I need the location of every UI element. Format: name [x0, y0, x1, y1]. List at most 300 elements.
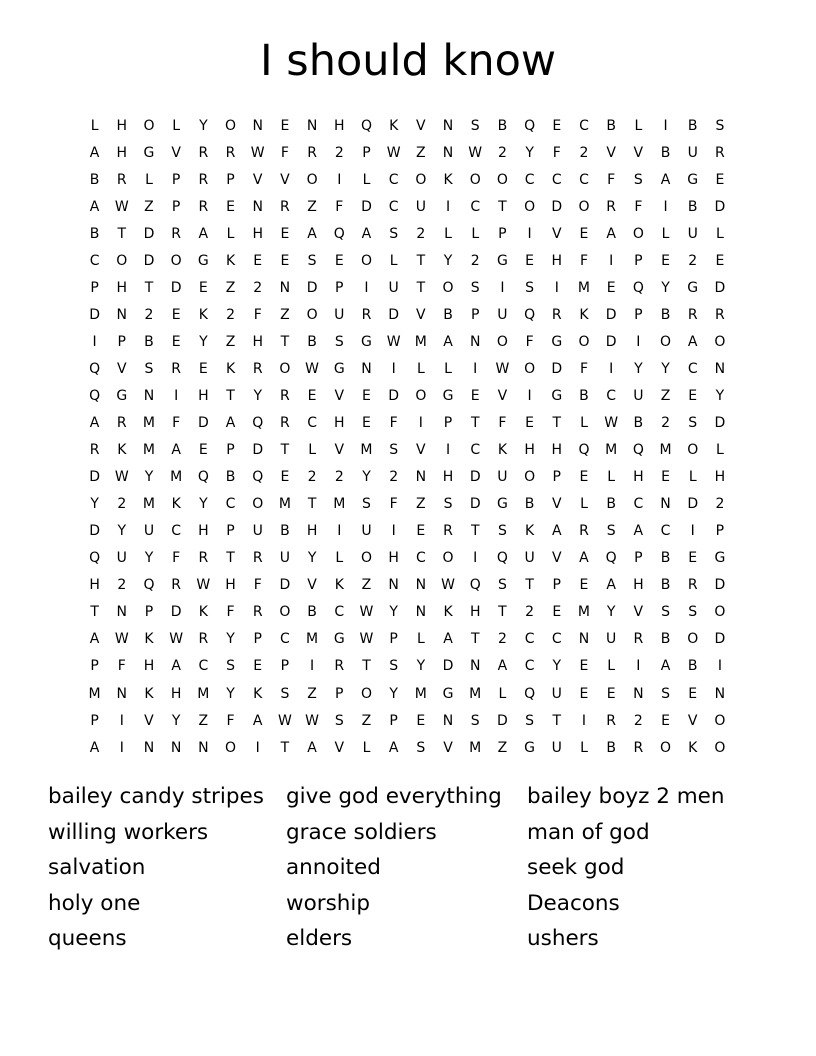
grid-cell: R	[551, 306, 562, 323]
grid-cell: U	[633, 387, 644, 404]
grid-cell: R	[116, 171, 127, 188]
grid-cell: Q	[524, 685, 536, 702]
grid-cell: O	[632, 225, 644, 242]
grid-cell: N	[415, 604, 427, 621]
grid-cell: P	[90, 712, 99, 729]
grid-cell: V	[551, 225, 562, 242]
grid-cell: C	[524, 171, 535, 188]
grid-cell: S	[470, 279, 480, 296]
grid-cell: Y	[389, 685, 398, 702]
grid-cell: A	[89, 144, 100, 161]
grid-cell: Z	[225, 333, 236, 350]
grid-cell: V	[443, 739, 453, 756]
grid-cell: O	[225, 117, 237, 134]
grid-cell: C	[470, 442, 481, 459]
word-item: seek god	[527, 855, 625, 881]
grid-cell: I	[554, 279, 559, 296]
grid-cell: F	[172, 415, 181, 432]
grid-cell: U	[116, 550, 127, 567]
grid-cell: C	[551, 171, 562, 188]
grid-cell: R	[198, 144, 209, 161]
grid-cell: M	[306, 631, 319, 648]
grid-cell: V	[116, 360, 127, 377]
grid-cell: M	[278, 496, 291, 513]
grid-cell: D	[714, 415, 726, 432]
grid-cell: D	[197, 415, 209, 432]
grid-cell: A	[171, 442, 181, 459]
grid-cell: L	[498, 685, 507, 702]
grid-cell: I	[255, 739, 260, 756]
grid-cell: O	[306, 306, 318, 323]
grid-cell: R	[116, 415, 127, 432]
grid-cell: B	[280, 523, 290, 540]
grid-cell: D	[388, 306, 400, 323]
grid-cell: A	[89, 739, 100, 756]
grid-cell: H	[524, 442, 535, 459]
grid-cell: O	[524, 360, 536, 377]
grid-cell: V	[633, 604, 644, 621]
grid-cell: R	[361, 306, 372, 323]
grid-cell: L	[607, 658, 616, 675]
grid-cell: N	[252, 198, 263, 215]
grid-cell: D	[143, 225, 155, 242]
grid-cell: T	[280, 739, 290, 756]
grid-cell: E	[334, 252, 344, 269]
grid-cell: H	[252, 225, 263, 242]
grid-cell: Y	[117, 523, 127, 540]
grid-cell: Y	[416, 658, 426, 675]
grid-cell: E	[661, 252, 670, 269]
grid-cell: C	[551, 631, 562, 648]
grid-cell: 2	[389, 469, 399, 486]
grid-cell: Y	[606, 604, 616, 621]
grid-cell: T	[90, 604, 99, 621]
grid-cell: I	[337, 171, 342, 188]
word-item: willing workers	[48, 819, 209, 845]
grid-cell: E	[552, 604, 562, 621]
grid-cell: Z	[361, 712, 372, 729]
grid-cell: E	[253, 252, 263, 269]
grid-cell: F	[389, 415, 398, 432]
grid-cell: Q	[89, 550, 101, 567]
grid-cell: R	[307, 144, 317, 161]
grid-cell: I	[310, 658, 315, 675]
grid-cell: E	[416, 523, 426, 540]
grid-cell: A	[307, 225, 317, 242]
grid-cell: U	[606, 631, 617, 648]
grid-cell: P	[389, 712, 398, 729]
grid-cell: R	[280, 387, 290, 404]
grid-cell: O	[524, 469, 536, 486]
grid-cell: O	[306, 171, 318, 188]
grid-cell: H	[198, 523, 209, 540]
grid-cell: H	[551, 252, 563, 269]
grid-cell: N	[116, 306, 128, 323]
grid-cell: U	[497, 306, 508, 323]
grid-cell: E	[307, 387, 317, 404]
grid-cell: Y	[90, 496, 99, 513]
grid-cell: D	[89, 523, 100, 540]
grid-cell: G	[687, 279, 699, 296]
grid-cell: M	[360, 442, 373, 459]
grid-cell: O	[687, 631, 699, 648]
grid-cell: L	[145, 171, 153, 188]
grid-cell: R	[89, 442, 100, 459]
grid-cell: L	[90, 117, 99, 134]
grid-cell: 2	[144, 306, 154, 323]
grid-cell: G	[496, 496, 508, 513]
grid-cell: T	[470, 415, 480, 432]
grid-cell: P	[226, 171, 235, 188]
grid-cell: B	[606, 739, 616, 756]
grid-cell: N	[469, 658, 481, 675]
grid-cell: Q	[89, 387, 101, 404]
grid-cell: L	[362, 171, 371, 188]
grid-cell: N	[170, 739, 182, 756]
grid-cell: K	[117, 442, 127, 459]
grid-cell: O	[496, 171, 508, 188]
grid-cell: Z	[144, 198, 154, 215]
grid-cell: I	[337, 523, 342, 540]
grid-cell: R	[443, 523, 453, 540]
grid-cell: D	[714, 631, 726, 648]
grid-cell: I	[119, 739, 124, 756]
grid-cell: P	[335, 685, 344, 702]
grid-cell: O	[360, 685, 372, 702]
grid-cell: V	[334, 739, 345, 756]
grid-cell: M	[197, 685, 210, 702]
grid-cell: C	[198, 658, 209, 675]
grid-cell: P	[171, 198, 181, 215]
grid-cell: N	[198, 739, 209, 756]
grid-cell: B	[660, 577, 671, 594]
grid-cell: M	[142, 442, 156, 459]
grid-cell: E	[525, 252, 535, 269]
grid-cell: H	[143, 658, 155, 675]
word-item: bailey boyz 2 men	[527, 784, 725, 809]
grid-cell: R	[606, 712, 617, 729]
grid-cell: 2	[715, 496, 725, 513]
grid-cell: T	[470, 523, 480, 540]
grid-cell: Y	[199, 117, 208, 134]
grid-cell: F	[579, 252, 588, 269]
grid-cell: Y	[362, 469, 371, 486]
grid-cell: V	[334, 387, 345, 404]
word-item: man of god	[527, 819, 650, 845]
grid-cell: N	[306, 117, 318, 134]
grid-cell: Z	[307, 198, 317, 215]
grid-cell: E	[280, 469, 290, 486]
grid-cell: M	[469, 685, 482, 702]
grid-cell: K	[253, 685, 263, 702]
grid-cell: S	[389, 658, 399, 675]
grid-cell: G	[714, 550, 726, 567]
grid-cell: V	[551, 550, 562, 567]
grid-cell: I	[473, 360, 478, 377]
grid-cell: 2	[497, 631, 507, 648]
grid-cell: L	[226, 225, 235, 242]
grid-cell: A	[171, 658, 181, 675]
grid-cell: O	[143, 117, 155, 134]
grid-cell: M	[170, 469, 183, 486]
grid-cell: I	[391, 523, 396, 540]
grid-cell: T	[498, 198, 507, 215]
grid-cell: H	[116, 117, 128, 134]
grid-cell: V	[497, 387, 508, 404]
grid-cell: D	[89, 469, 100, 486]
word-item: ushers	[527, 926, 599, 952]
grid-cell: B	[660, 306, 671, 323]
grid-cell: B	[307, 333, 317, 350]
grid-cell: B	[660, 550, 671, 567]
grid-cell: D	[687, 496, 699, 513]
grid-cell: H	[116, 144, 128, 161]
grid-cell: K	[579, 306, 589, 323]
grid-cell: Y	[307, 550, 317, 567]
grid-cell: L	[580, 739, 588, 756]
grid-cell: A	[307, 739, 317, 756]
grid-cell: O	[360, 550, 372, 567]
grid-cell: D	[469, 496, 481, 513]
grid-cell: H	[116, 279, 128, 296]
grid-cell: O	[116, 252, 128, 269]
grid-cell: W	[359, 631, 374, 648]
grid-cell: U	[524, 550, 535, 567]
grid-cell: K	[497, 442, 507, 459]
grid-cell: L	[362, 739, 371, 756]
grid-cell: N	[116, 685, 128, 702]
grid-cell: E	[688, 685, 698, 702]
grid-cell: F	[226, 604, 235, 621]
grid-cell: F	[172, 550, 181, 567]
grid-cell: K	[144, 631, 154, 648]
grid-cell: C	[171, 523, 182, 540]
grid-cell: S	[633, 171, 643, 188]
grid-cell: Q	[605, 550, 617, 567]
grid-cell: K	[389, 117, 399, 134]
grid-cell: C	[334, 604, 345, 621]
grid-cell: I	[92, 333, 97, 350]
grid-cell: B	[687, 117, 698, 134]
grid-cell: T	[525, 577, 534, 594]
grid-cell: Y	[171, 712, 181, 729]
grid-cell: S	[334, 333, 344, 350]
grid-cell: O	[279, 360, 291, 377]
grid-cell: T	[307, 496, 317, 513]
grid-cell: T	[280, 333, 290, 350]
grid-cell: G	[496, 252, 508, 269]
grid-cell: N	[442, 712, 454, 729]
grid-cell: A	[89, 631, 100, 648]
grid-cell: D	[469, 469, 481, 486]
grid-cell: N	[361, 360, 372, 377]
grid-cell: K	[525, 523, 535, 540]
grid-cell: Y	[199, 496, 208, 513]
grid-cell: L	[634, 117, 643, 134]
grid-cell: N	[442, 117, 454, 134]
grid-cell: W	[359, 604, 374, 621]
grid-cell: B	[144, 333, 154, 350]
grid-cell: B	[660, 631, 671, 648]
grid-cell: H	[633, 469, 644, 486]
grid-cell: S	[226, 658, 235, 675]
grid-cell: 2	[661, 415, 670, 432]
grid-cell: O	[524, 198, 536, 215]
grid-cell: Q	[578, 442, 590, 459]
grid-cell: 2	[226, 306, 235, 323]
grid-cell: M	[469, 739, 482, 756]
grid-cell: R	[606, 198, 617, 215]
grid-cell: E	[552, 117, 562, 134]
grid-cell: S	[416, 739, 426, 756]
grid-cell: N	[143, 739, 155, 756]
grid-cell: Y	[443, 252, 453, 269]
grid-cell: N	[442, 144, 454, 161]
grid-cell: G	[197, 252, 209, 269]
grid-cell: I	[418, 415, 423, 432]
grid-cell: O	[279, 604, 291, 621]
grid-cell: P	[362, 144, 371, 161]
grid-cell: I	[364, 279, 369, 296]
grid-cell: 2	[525, 604, 535, 621]
puzzle-title: I should know	[259, 36, 557, 86]
grid-cell: T	[498, 604, 507, 621]
grid-cell: E	[525, 415, 535, 432]
grid-cell: P	[335, 279, 344, 296]
grid-cell: D	[442, 658, 454, 675]
grid-cell: V	[144, 712, 154, 729]
grid-cell: U	[361, 523, 372, 540]
grid-cell: H	[89, 577, 100, 594]
word-item: annoited	[286, 855, 381, 881]
grid-cell: C	[388, 171, 399, 188]
grid-cell: N	[469, 333, 481, 350]
grid-cell: Y	[389, 604, 398, 621]
grid-cell: E	[280, 252, 290, 269]
grid-cell: U	[388, 279, 399, 296]
grid-cell: R	[171, 577, 182, 594]
grid-cell: F	[498, 415, 507, 432]
grid-cell: K	[688, 739, 698, 756]
grid-cell: A	[579, 550, 589, 567]
grid-cell: F	[579, 360, 588, 377]
grid-cell: R	[633, 631, 644, 648]
grid-cell: Q	[360, 117, 372, 134]
grid-cell: A	[660, 171, 671, 188]
grid-cell: N	[578, 631, 590, 648]
grid-cell: S	[497, 577, 507, 594]
grid-cell: C	[579, 171, 589, 188]
grid-cell: Q	[632, 442, 644, 459]
grid-cell: E	[715, 252, 725, 269]
grid-cell: I	[690, 523, 695, 540]
grid-cell: C	[307, 415, 317, 432]
grid-cell: S	[497, 523, 507, 540]
grid-cell: D	[605, 306, 617, 323]
grid-cell: C	[415, 550, 426, 567]
grid-cell: O	[360, 252, 372, 269]
grid-cell: 2	[579, 144, 589, 161]
grid-cell: K	[225, 252, 236, 269]
grid-cell: 2	[334, 144, 344, 161]
grid-cell: E	[688, 550, 698, 567]
grid-cell: V	[416, 117, 426, 134]
word-item: worship	[286, 890, 371, 916]
grid-cell: C	[687, 360, 698, 377]
grid-cell: L	[389, 252, 398, 269]
grid-cell: H	[442, 469, 454, 486]
grid-cell: O	[469, 171, 481, 188]
grid-cell: N	[714, 685, 726, 702]
grid-cell: D	[551, 360, 563, 377]
grid-cell: D	[497, 712, 508, 729]
grid-cell: 2	[253, 279, 263, 296]
grid-cell: P	[552, 577, 561, 594]
grid-cell: O	[442, 550, 454, 567]
grid-cell: U	[143, 523, 155, 540]
grid-cell: Y	[226, 631, 235, 648]
word-item: give god everything	[286, 784, 502, 809]
grid-cell: H	[334, 117, 345, 134]
grid-cell: B	[89, 225, 100, 242]
grid-cell: C	[225, 496, 236, 513]
grid-cell: L	[335, 550, 344, 567]
grid-cell: M	[577, 279, 591, 296]
grid-cell: L	[444, 360, 452, 377]
grid-cell: E	[606, 685, 616, 702]
grid-cell: V	[416, 306, 426, 323]
grid-cell: R	[252, 604, 263, 621]
grid-cell: U	[551, 739, 562, 756]
grid-cell: S	[443, 496, 453, 513]
grid-cell: C	[388, 198, 399, 215]
grid-cell: O	[170, 252, 182, 269]
grid-cell: W	[169, 631, 184, 648]
grid-cell: Y	[525, 144, 534, 161]
grid-cell: G	[442, 387, 454, 404]
grid-cell: 2	[117, 577, 127, 594]
grid-cell: P	[171, 171, 181, 188]
grid-cell: A	[361, 225, 372, 242]
grid-cell: W	[114, 469, 129, 486]
grid-cell: R	[252, 360, 263, 377]
grid-cell: L	[607, 469, 616, 486]
grid-cell: E	[579, 469, 589, 486]
grid-cell: H	[551, 442, 563, 459]
grid-cell: W	[441, 577, 455, 594]
grid-cell: H	[198, 387, 209, 404]
grid-cell: Z	[497, 739, 508, 756]
grid-cell: V	[416, 442, 426, 459]
grid-cell: L	[416, 631, 425, 648]
grid-cell: T	[226, 550, 235, 567]
grid-cell: O	[578, 333, 590, 350]
grid-cell: G	[333, 631, 345, 648]
grid-cell: E	[579, 225, 589, 242]
grid-cell: D	[714, 198, 726, 215]
grid-cell: O	[252, 496, 264, 513]
grid-cell: E	[198, 442, 208, 459]
grid-cell: I	[391, 360, 396, 377]
grid-cell: K	[171, 496, 181, 513]
grid-cell: A	[443, 333, 453, 350]
word-item: elders	[286, 926, 353, 952]
grid-cell: B	[633, 415, 644, 432]
grid-cell: L	[688, 469, 697, 486]
grid-cell: G	[551, 333, 563, 350]
grid-cell: O	[714, 712, 726, 729]
grid-cell: W	[386, 144, 401, 161]
